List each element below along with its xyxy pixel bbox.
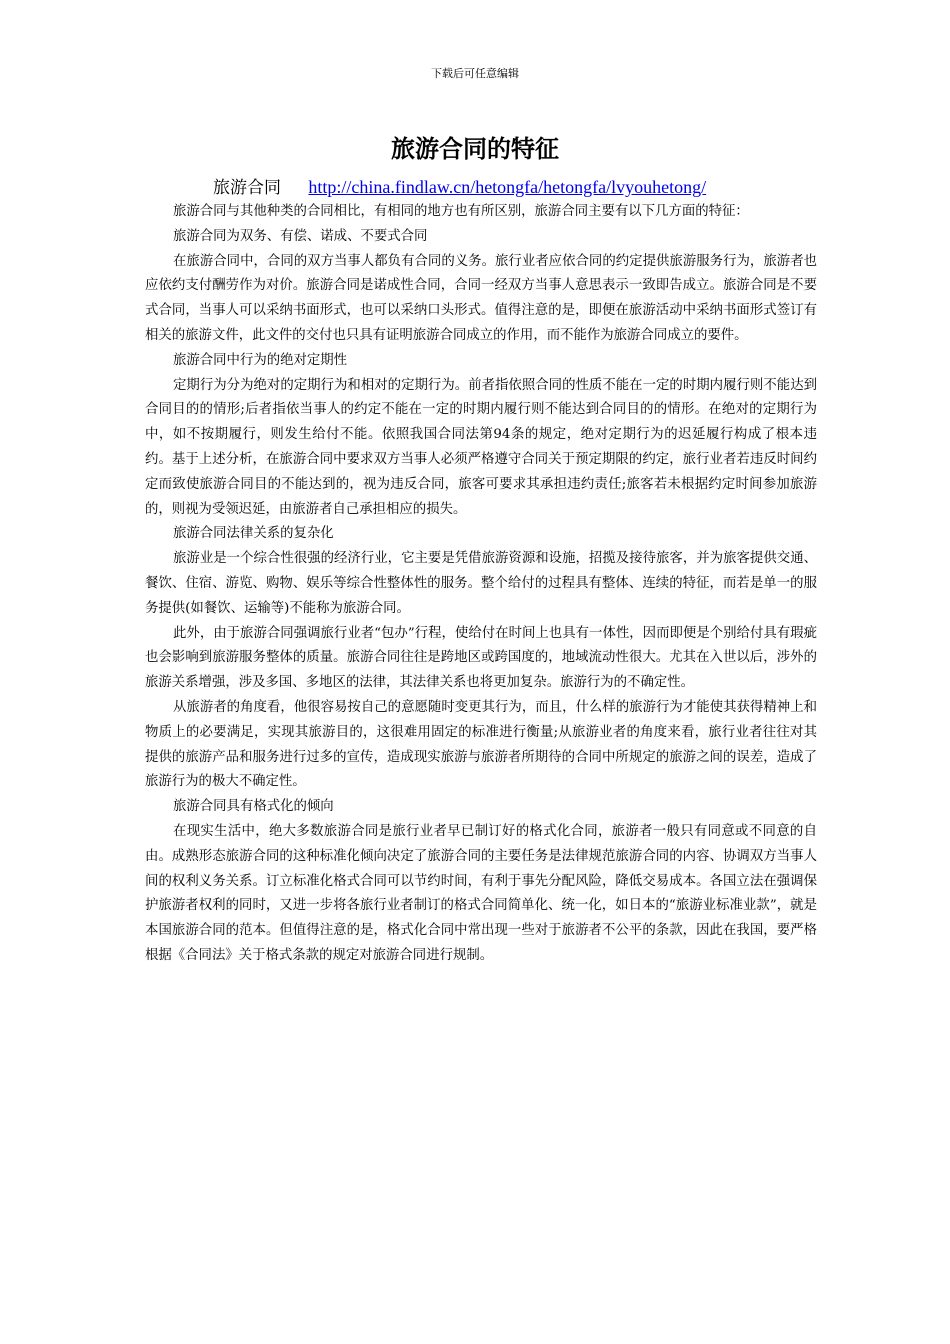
section-heading-bilateral: 旅游合同为双务、有偿、诺成、不要式合同	[173, 228, 428, 244]
source-link[interactable]: http://china.findlaw.cn/hetongfa/hetongfa/lvyouhetong/	[308, 177, 707, 197]
paragraph-uncertainty: 从旅游者的角度看，他很容易按自己的意愿随时变更其行为，而且，什么样的旅游行为才能使其获得精神上和物质上的必要满足，实现其旅游目的，这很难用固定的标准进行衡量;从旅游业者的角度来看，旅行业者往往对其提供的旅游产品和服务进行过多的宣传，造成现实旅游与旅游者所期待的合同中所规定的旅游之间的误差，造成了旅游行为的极大不确定性。	[145, 699, 817, 790]
paragraph-complexity-1: 旅游业是一个综合性很强的经济行业，它主要是凭借旅游资源和设施，招揽及接待旅客，并为旅客提供交通、餐饮、住宿、游览、购物、娱乐等综合性整体性的服务。整个给付的过程具有整体、连续的特征，而若是单一的服务提供(如餐饮、运输等)不能称为旅游合同。	[145, 551, 817, 616]
section-heading-standardized: 旅游合同具有格式化的倾向	[173, 799, 334, 815]
section-heading-fixed-term: 旅游合同中行为的绝对定期性	[173, 352, 348, 368]
page-header-note: 下载后可任意编辑	[431, 67, 519, 80]
section-heading-complexity: 旅游合同法律关系的复杂化	[173, 526, 334, 542]
document-title: 旅游合同的特征	[391, 134, 559, 163]
document-body	[145, 200, 817, 969]
paragraph-complexity-2: 此外，由于旅游合同强调旅行业者“包办”行程，使给付在时间上也具有一体性，因而即便是个别给付具有瑕疵也会影响到旅游服务整体的质量。旅游合同往往是跨地区或跨国度的，地域流动性很大。尤其在入世以后，涉外的旅游关系增强，涉及多国、多地区的法律，其法律关系也将更加复杂。旅游行为的不确定性。	[145, 625, 817, 691]
paragraph-bilateral: 在旅游合同中，合同的双方当事人都负有合同的义务。旅行业者应依合同的约定提供旅游服务行为，旅游者也应依约支付酬劳作为对价。旅游合同是诺成性合同，合同一经双方当事人意思表示一致即告成立。旅游合同是不要式合同，当事人可以采纳书面形式，也可以采纳口头形式。值得注意的是，即便在旅游活动中采纳书面形式签订有相关的旅游文件，此文件的交付也只具有证明旅游合同成立的作用，而不能作为旅游合同成立的要件。	[145, 253, 817, 343]
intro-paragraph: 旅游合同与其他种类的合同相比，有相同的地方也有所区别，旅游合同主要有以下几方面的特征：	[173, 204, 749, 219]
paragraph-fixed-term: 定期行为分为绝对的定期行为和相对的定期行为。前者指依照合同的性质不能在一定的时期内履行则不能达到合同目的的情形;后者指依当事人的约定不能在一定的时期内履行则不能达到合同目的的情形。在绝对的定期行为中，如不按期履行，则发生给付不能。依照我国合同法第94条的规定，绝对定期行为的迟延履行构成了根本违约。基于上述分析，在旅游合同中要求双方当事人必须严格遵守合同关于预定期限的约定，旅行业者若违反时间约定而致使旅游合同目的不能达到的，视为违反合同，旅客可要求其承担违约责任;旅客若未根据约定时间参加旅游的，则视为受领迟延，由旅游者自己承担相应的损失。	[145, 377, 817, 517]
source-line	[213, 174, 833, 201]
paragraph-standardized: 在现实生活中，绝大多数旅游合同是旅行业者早已制订好的格式化合同，旅游者一般只有同意或不同意的自由。成熟形态旅游合同的这种标准化倾向决定了旅游合同的主要任务是法律规范旅游合同的内容、协调双方当事人间的权利义务关系。订立标准化格式合同可以节约时间，有利于事先分配风险，降低交易成本。各国立法在强调保护旅游者权利的同时，又进一步将各旅行业者制订的格式合同简单化、统一化，如日本的“旅游业标准业款”，就是本国旅游合同的范本。但值得注意的是，格式化合同中常出现一些对于旅游者不公平的条款，因此在我国，要严格根据《合同法》关于格式条款的规定对旅游合同进行规制。	[145, 823, 817, 963]
source-label: 旅游合同	[213, 178, 281, 198]
